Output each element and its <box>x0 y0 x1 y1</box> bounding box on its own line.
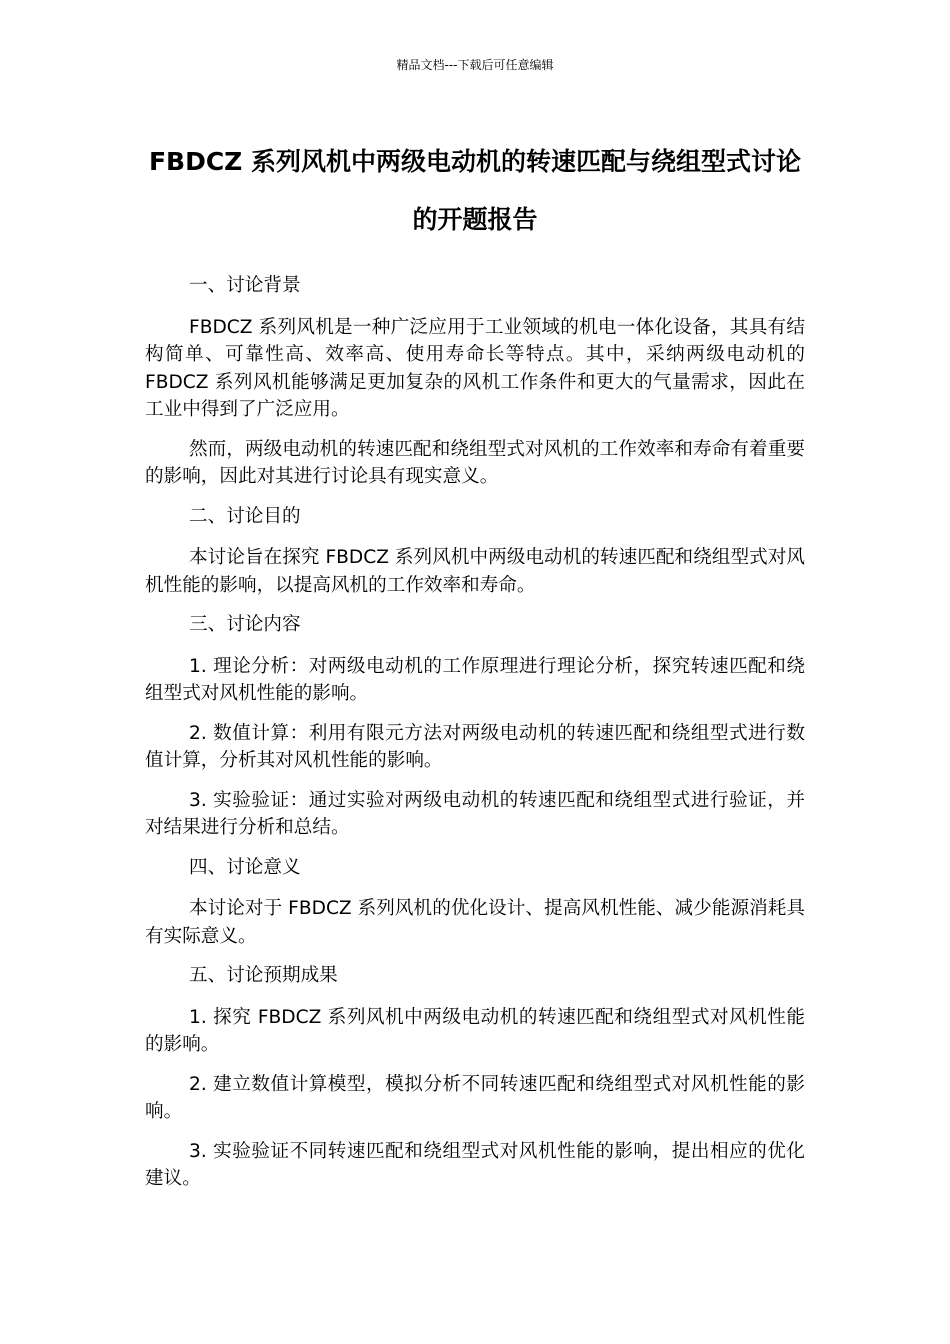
list-item-content-3: 3. 实验验证：通过实验对两级电动机的转速匹配和绕组型式进行验证，并对结果进行分析和总结。 <box>145 789 805 838</box>
section-heading-significance: 四、讨论意义 <box>189 856 301 878</box>
section-heading-purpose: 二、讨论目的 <box>189 505 301 527</box>
page-header: 精品文档---下载后可任意编辑 <box>396 58 554 72</box>
paragraph-background-2: 然而，两级电动机的转速匹配和绕组型式对风机的工作效率和寿命有着重要的影响，因此对其进行讨论具有现实意义。 <box>145 438 805 487</box>
list-item-results-2: 2. 建立数值计算模型，模拟分析不同转速匹配和绕组型式对风机性能的影响。 <box>145 1073 805 1122</box>
document-title: FBDCZ 系列风机中两级电动机的转速匹配与绕组型式讨论的开题报告 <box>148 147 802 234</box>
list-item-results-3: 3. 实验验证不同转速匹配和绕组型式对风机性能的影响，提出相应的优化建议。 <box>145 1140 805 1189</box>
list-item-content-2: 2. 数值计算：利用有限元方法对两级电动机的转速匹配和绕组型式进行数值计算，分析其对风机性能的影响。 <box>145 722 805 771</box>
list-item-results-1: 1. 探究 FBDCZ 系列风机中两级电动机的转速匹配和绕组型式对风机性能的影响。 <box>145 1006 805 1055</box>
section-heading-expected-results: 五、讨论预期成果 <box>189 965 338 986</box>
paragraph-significance: 本讨论对于 FBDCZ 系列风机的优化设计、提高风机性能、减少能源消耗具有实际意义。 <box>145 898 805 947</box>
section-heading-content: 三、讨论内容 <box>189 614 301 635</box>
paragraph-purpose: 本讨论旨在探究 FBDCZ 系列风机中两级电动机的转速匹配和绕组型式对风机性能的影响，以提高风机的工作效率和寿命。 <box>145 547 805 596</box>
document-body <box>145 272 805 1205</box>
list-item-content-1: 1. 理论分析：对两级电动机的工作原理进行理论分析，探究转速匹配和绕组型式对风机性能的影响。 <box>145 655 805 704</box>
paragraph-background-1: FBDCZ 系列风机是一种广泛应用于工业领域的机电一体化设备，其具有结构简单、可靠性高、效率高、使用寿命长等特点。其中，采纳两级电动机的 FBDCZ 系列风机能够满足更加复杂的风机工作条件和更大的气量需求，因此在工业中得到了广泛应用。 <box>145 316 805 420</box>
section-heading-background: 一、讨论背景 <box>189 275 301 296</box>
